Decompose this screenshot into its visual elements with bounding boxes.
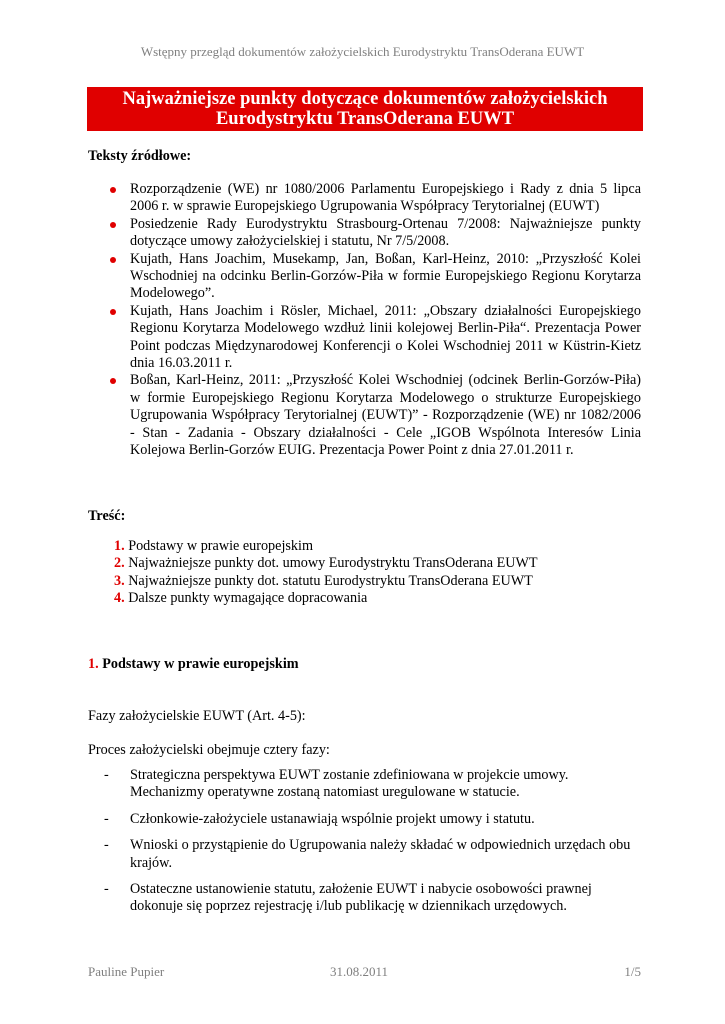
- bullet-icon: [110, 378, 116, 384]
- sources-heading: Teksty źródłowe:: [88, 148, 192, 164]
- toc-number: 4.: [114, 590, 125, 607]
- table-of-contents: [114, 538, 667, 608]
- list-item: [104, 811, 641, 828]
- phase-text: Wnioski o przystąpienie do Ugrupowania należy składać w odpowiednich urzędach obu krajów.: [130, 837, 631, 871]
- source-text: Kujath, Hans Joachim i Rösler, Michael, 2011: „Obszary działalności Europejskiego Regionu Korytarza Modelowego wzdłuż linii kolejowej Berlin-Piła“. Prezentacja Power Point podczas Międzynarodowej Konferencji o Kolei Wschodniej 2011 w Küstrin-Kietz dnia 16.03.2011 r.: [130, 302, 641, 372]
- toc-number: 1.: [114, 538, 125, 554]
- source-text: Kujath, Hans Joachim, Musekamp, Jan, Boßan, Karl-Heinz, 2010: „Przyszłość Kolei Wschodniej na odcinku Berlin-Gorzów-Piła w formie Europejskiego Regionu Korytarza Modelowego”.: [130, 250, 641, 302]
- toc-text: Podstawy w prawie europejskim: [128, 538, 313, 554]
- list-item: [108, 216, 641, 251]
- section-number: 1.: [88, 656, 99, 672]
- section-title: Podstawy w prawie europejskim: [102, 656, 299, 672]
- list-item: [108, 251, 641, 303]
- footer-author: Pauline Pupier: [88, 964, 165, 979]
- toc-item: [114, 555, 667, 572]
- title-line-1: Najważniejsze punkty dotyczące dokumentów założycielskich: [122, 89, 608, 109]
- sources-list: [108, 181, 641, 460]
- phases-intro: Fazy założycielskie EUWT (Art. 4-5):: [88, 708, 306, 724]
- toc-text: Najważniejsze punkty dot. umowy Eurodystryktu TransOderana EUWT: [128, 555, 538, 572]
- bullet-icon: [110, 187, 116, 193]
- toc-item: [114, 538, 667, 555]
- dash-marker: -: [104, 767, 109, 783]
- list-item: [108, 181, 641, 216]
- toc-item: [114, 590, 667, 607]
- list-item: [108, 303, 641, 373]
- footer-date: 31.08.2011: [330, 964, 389, 979]
- toc-item: [114, 573, 667, 590]
- phase-text: Członkowie-założyciele ustanawiają wspólnie projekt umowy i statutu.: [130, 810, 535, 827]
- toc-text: Dalsze punkty wymagające dopracowania: [128, 590, 368, 607]
- running-header: Wstępny przegląd dokumentów założycielskich Eurodystryktu TransOderana EUWT: [140, 44, 585, 59]
- dash-marker: -: [104, 837, 109, 854]
- toc-number: 2.: [114, 555, 125, 572]
- bullet-icon: [110, 257, 116, 263]
- toc-number: 3.: [114, 572, 125, 589]
- contents-heading: Treść:: [88, 508, 126, 524]
- document-title: [87, 87, 643, 131]
- list-item: [104, 837, 641, 872]
- list-item: [108, 372, 641, 459]
- bullet-icon: [110, 222, 116, 228]
- title-line-2: Eurodystryktu TransOderana EUWT: [215, 109, 515, 129]
- source-text: Posiedzenie Rady Eurodystryktu Strasbourg-Ortenau 7/2008: Najważniejsze punkty dotyczące umowy założycielskiej i statutu, Nr 7/5/2008.: [130, 215, 641, 250]
- source-text: Rozporządzenie (WE) nr 1080/2006 Parlamentu Europejskiego i Rady z dnia 5 lipca 2006 r. w sprawie Europejskiego Ugrupowania Współpracy Terytorialnej (EUWT): [130, 181, 641, 215]
- bullet-icon: [110, 309, 116, 315]
- list-item: [104, 767, 641, 802]
- footer-page-number: 1/5: [624, 964, 641, 979]
- phase-text: Strategiczna perspektywa EUWT zostanie zdefiniowana w projekcie umowy. Mechanizmy operatywne zostaną natomiast uregulowane w statucie.: [130, 767, 569, 801]
- phase-text: Ostateczne ustanowienie statutu, założenie EUWT i nabycie osobowości prawnej dokonuje się poprzez rejestrację i/lub publikację w dziennikach urzędowych.: [130, 881, 592, 915]
- toc-text: Najważniejsze punkty dot. statutu Eurodystryktu TransOderana EUWT: [128, 572, 533, 589]
- phases-list: [104, 767, 641, 925]
- process-intro: Proces założycielski obejmuje cztery fazy:: [88, 742, 330, 758]
- dash-marker: -: [104, 881, 109, 898]
- section-heading: [88, 656, 641, 673]
- source-text: Boßan, Karl-Heinz, 2011: „Przyszłość Kolei Wschodniej (odcinek Berlin-Gorzów-Piła) w formie Europejskiego Regionu Korytarza Modelowego o strukturze Europejskiego Ugrupowania Współpracy Terytorialnej (EUWT)” - Rozporządzenie (WE) nr 1082/2006 - Stan - Zadania - Obszary działalności - Cele „IGOB Wspólnota Interesów Linia Kolejowa Berlin-Gorzów EUIG. Prezentacja Power Point z dnia 27.01.2011 r.: [130, 372, 641, 459]
- dash-marker: -: [104, 810, 109, 827]
- list-item: [104, 881, 641, 916]
